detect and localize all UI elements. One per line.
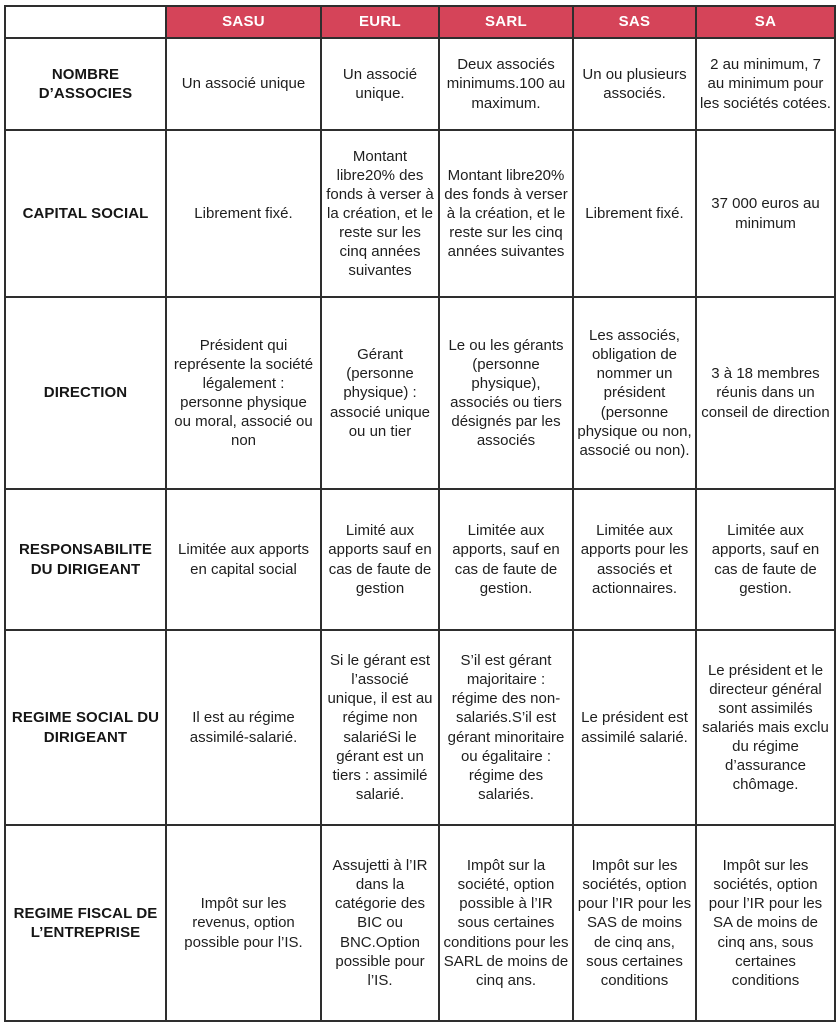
table-cell: Impôt sur les sociétés, option pour l’IR pour les SAS de moins de cinq ans, sous certaines conditions xyxy=(573,825,696,1021)
table-cell: Les associés, obligation de nommer un président (personne physique ou non, associé ou non). xyxy=(573,297,696,489)
table-row xyxy=(5,38,835,130)
column-header-sa: SA xyxy=(696,6,835,38)
table-row xyxy=(5,297,835,489)
row-label-direction: DIRECTION xyxy=(5,297,166,489)
column-header-sas: SAS xyxy=(573,6,696,38)
table-cell: Montant libre20% des fonds à verser à la création, et le reste sur les cinq années suivantes xyxy=(321,130,439,297)
header-row xyxy=(5,6,835,38)
column-header-sarl: SARL xyxy=(439,6,573,38)
row-label-regime-fiscal-entreprise: REGIME FISCAL DE L’ENTREPRISE xyxy=(5,825,166,1021)
table-cell: Si le gérant est l’associé unique, il est au régime non salariéSi le gérant est un tiers : assimilé salarié. xyxy=(321,630,439,825)
table-cell: Impôt sur les sociétés, option pour l’IR pour les SA de moins de cinq ans, sous certaines conditions xyxy=(696,825,835,1021)
table-cell: Limitée aux apports en capital social xyxy=(166,489,321,630)
table-cell: Limitée aux apports, sauf en cas de faute de gestion. xyxy=(696,489,835,630)
corner-cell xyxy=(5,6,166,38)
table-cell: Gérant (personne physique) : associé unique ou un tier xyxy=(321,297,439,489)
table-cell: Un associé unique. xyxy=(321,38,439,130)
table-cell: Impôt sur la société, option possible à l’IR sous certaines conditions pour les SARL de moins de cinq ans. xyxy=(439,825,573,1021)
table-row xyxy=(5,130,835,297)
table-cell: Assujetti à l’IR dans la catégorie des BIC ou BNC.Option possible pour l’IS. xyxy=(321,825,439,1021)
table-cell: Librement fixé. xyxy=(166,130,321,297)
table-cell: Impôt sur les revenus, option possible pour l’IS. xyxy=(166,825,321,1021)
table-cell: Un ou plusieurs associés. xyxy=(573,38,696,130)
table-cell: Un associé unique xyxy=(166,38,321,130)
row-label-regime-social-dirigeant: REGIME SOCIAL DU DIRIGEANT xyxy=(5,630,166,825)
company-types-comparison-table xyxy=(4,5,836,1022)
table-cell: Le président et le directeur général sont assimilés salariés mais exclu du régime d’assurance chômage. xyxy=(696,630,835,825)
table-row xyxy=(5,489,835,630)
column-header-sasu: SASU xyxy=(166,6,321,38)
table-cell: Librement fixé. xyxy=(573,130,696,297)
table-cell: S’il est gérant majoritaire : régime des non-salariés.S’il est gérant minoritaire ou égalitaire : régime des salariés. xyxy=(439,630,573,825)
table-cell: 2 au minimum, 7 au minimum pour les sociétés cotées. xyxy=(696,38,835,130)
table-cell: Le ou les gérants (personne physique), associés ou tiers désignés par les associés xyxy=(439,297,573,489)
row-label-responsabilite-dirigeant: RESPONSABILITE DU DIRIGEANT xyxy=(5,489,166,630)
table-cell: Deux associés minimums.100 au maximum. xyxy=(439,38,573,130)
row-label-nombre-associes: NOMBRE D’ASSOCIES xyxy=(5,38,166,130)
table-cell: Limitée aux apports pour les associés et actionnaires. xyxy=(573,489,696,630)
table-cell: Président qui représente la société légalement : personne physique ou moral, associé ou non xyxy=(166,297,321,489)
table-cell: Le président est assimilé salarié. xyxy=(573,630,696,825)
table-row xyxy=(5,825,835,1021)
table-cell: 3 à 18 membres réunis dans un conseil de direction xyxy=(696,297,835,489)
row-label-capital-social: CAPITAL SOCIAL xyxy=(5,130,166,297)
table-cell: Il est au régime assimilé-salarié. xyxy=(166,630,321,825)
table-cell: Limitée aux apports, sauf en cas de faute de gestion. xyxy=(439,489,573,630)
column-header-eurl: EURL xyxy=(321,6,439,38)
table-cell: Montant libre20% des fonds à verser à la création, et le reste sur les cinq années suivantes xyxy=(439,130,573,297)
table-row xyxy=(5,630,835,825)
table-cell: Limité aux apports sauf en cas de faute de gestion xyxy=(321,489,439,630)
table-cell: 37 000 euros au minimum xyxy=(696,130,835,297)
